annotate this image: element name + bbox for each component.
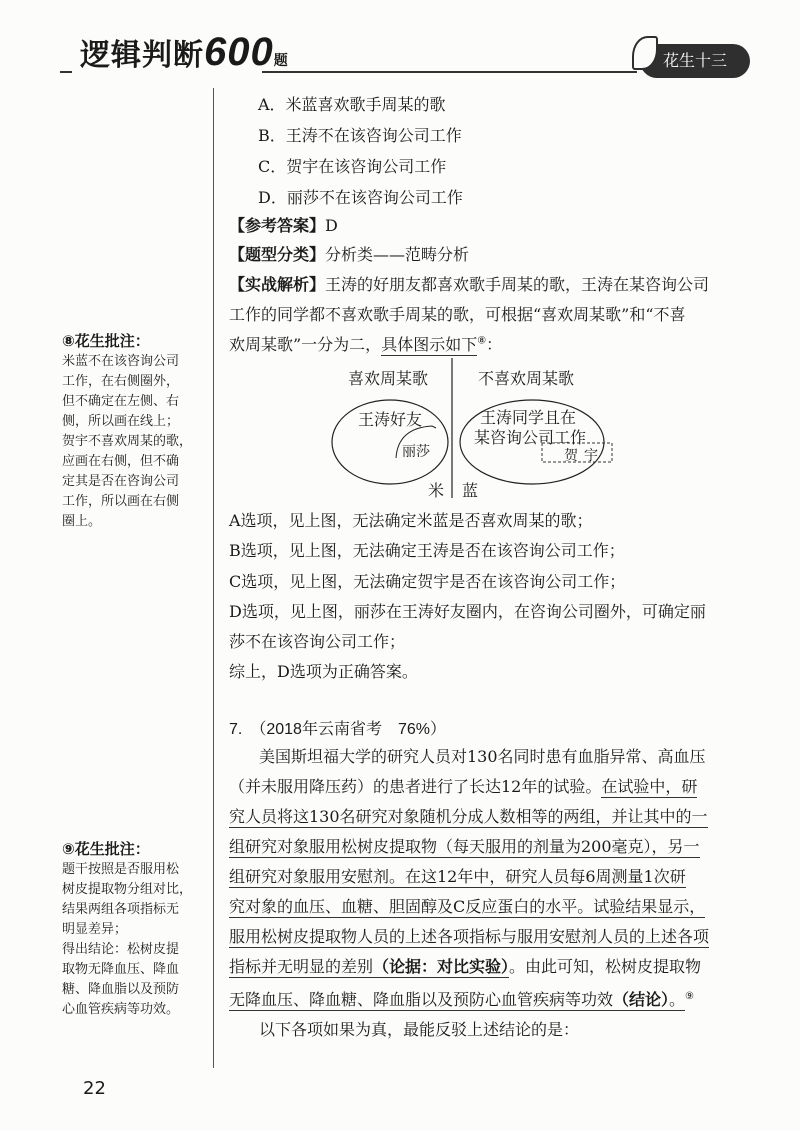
header-rule-left bbox=[60, 71, 72, 73]
type-row: 【题型分类】分析类——范畴分析 bbox=[229, 245, 470, 264]
milan-label-1: 米 bbox=[428, 481, 445, 500]
option-a: A．米蓝喜欢歌手周某的歌 bbox=[258, 95, 446, 114]
right-label: 不喜欢周某歌 bbox=[478, 369, 575, 388]
left-label: 喜欢周某歌 bbox=[348, 369, 429, 388]
explain-d: D选项，见上图，丽莎在王涛好友圈内，在咨询公司圈外，可确定丽 bbox=[229, 602, 706, 621]
left-circle-label: 王涛好友 bbox=[358, 410, 423, 429]
option-d: D．丽莎不在该咨询公司工作 bbox=[258, 188, 463, 207]
question7-body: 美国斯坦福大学的研究人员对130名同时患有血脂异常、高血压 （并未服用降压药）的患者进行了长达12年的试验。在试验中，研 究人员将这130名研究对象随机分成人数相等的两组，并让其中的一 组研究对象服用松树皮提取物（每天服用的剂量为200毫克），另一 组研究对象服用安慰剂。在这12年中，研究人员每6周测量1次研 究对象的血压、血糖、胆固醇及C反应蛋白的水平。试验结果显示， 服用松树皮提取物人员的上述各项指标与服用安慰剂人员的上述各项 指标并无明显的差别（论据：对比实验）。由此可知，松树皮提取物 无降血压、降血糖、降血脂以及预防心血管疾病等功效（结论）。⑨ 以下各项如果为真，最能反驳上述结论的是： bbox=[229, 747, 710, 1040]
note8-body: 米蓝不在该咨询公司 工作，在右侧圈外， 但不确定在左侧、右 侧，所以画在线上； 贺宇不喜欢周某的歌， 应画在右侧，但不确 定其是否在咨询公司 工作，所以画在右侧 圈上。 bbox=[62, 354, 193, 529]
question7-header: 7. （2018年云南省考 76%） bbox=[229, 721, 446, 738]
heyu-label: 贺宇 bbox=[564, 448, 604, 464]
right-circle-label-1: 王涛同学且在 bbox=[480, 408, 577, 427]
explain-b: B选项，见上图，无法确定王涛是否在该咨询公司工作； bbox=[229, 541, 625, 560]
answer-row: 【参考答案】D bbox=[229, 216, 338, 235]
margin-divider bbox=[213, 88, 214, 1068]
page-number: 22 bbox=[83, 1078, 106, 1099]
book-title: 逻辑判断600题 bbox=[80, 30, 289, 74]
explain-a: A选项，见上图，无法确定米蓝是否喜欢周某的歌； bbox=[229, 511, 593, 530]
explain-d-cont: 莎不在该咨询公司工作； bbox=[229, 632, 406, 651]
brand-badge: 花生十三 bbox=[640, 44, 750, 78]
milan-label-2: 蓝 bbox=[462, 481, 479, 500]
right-circle-label-2: 某咨询公司工作 bbox=[474, 428, 587, 447]
option-b: B．王涛不在该咨询公司工作 bbox=[258, 126, 462, 145]
analysis-line-1: 【实战解析】王涛的好朋友都喜欢歌手周某的歌，王涛在某咨询公司 bbox=[229, 275, 710, 294]
analysis-line-2: 工作的同学都不喜欢歌手周某的歌，可根据“喜欢周某歌”和“不喜 bbox=[229, 305, 686, 324]
explain-summary: 综上，D选项为正确答案。 bbox=[229, 662, 418, 681]
header-rule bbox=[262, 71, 637, 73]
analysis-line-3: 欢周某歌”一分为二，具体图示如下⑧： bbox=[229, 335, 503, 354]
explain-c: C选项，见上图，无法确定贺宇是否在该咨询公司工作； bbox=[229, 572, 626, 591]
note8-title: ⑧花生批注： bbox=[62, 332, 150, 350]
note9-title: ⑨花生批注： bbox=[62, 840, 150, 858]
option-c: C．贺宇在该咨询公司工作 bbox=[258, 157, 447, 176]
lisha-label: 丽莎 bbox=[402, 444, 430, 460]
note9-body: 题干按照是否服用松 树皮提取物分组对比， 结果两组各项指标无 明显差异； 得出结论：松树皮提 取物无降血压、降血 糖、降血脂以及预防 心血管疾病等功效。 bbox=[62, 862, 193, 1017]
